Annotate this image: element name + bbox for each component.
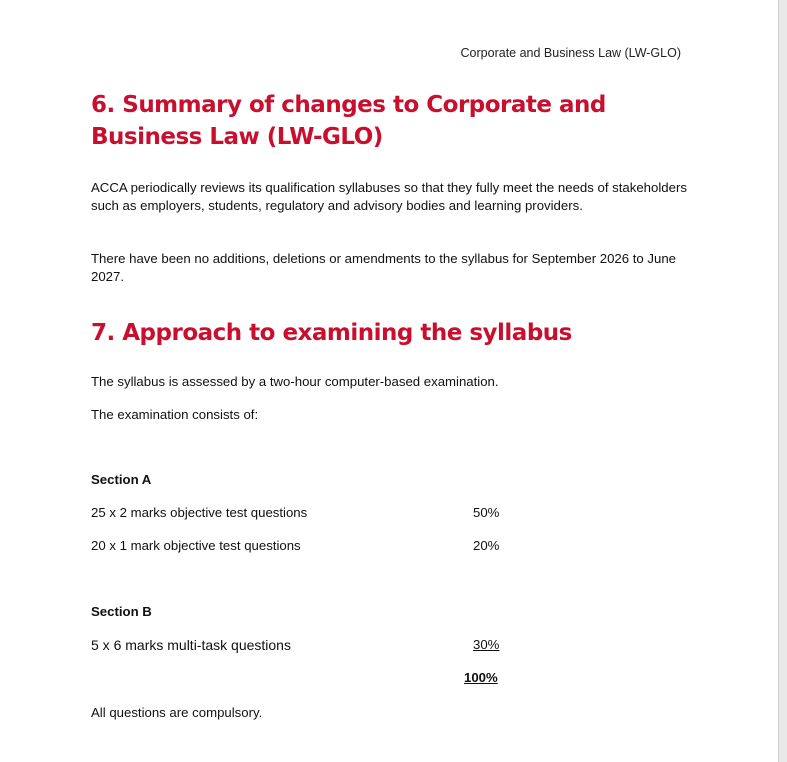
section-7-heading: 7. Approach to examining the syllabus (91, 320, 572, 346)
section-b-row-label: 5 x 6 marks multi-task questions (91, 637, 291, 653)
running-header: Corporate and Business Law (LW-GLO) (460, 46, 681, 60)
review-paragraph: ACCA periodically reviews its qualification syllabuses so that they fully meet the needs of stakeholders such as employers, students, regulatory and advisory bodies and learning providers. (91, 180, 687, 213)
compulsory-note: All questions are compulsory. (91, 705, 263, 720)
consists-of-text: The examination consists of: (91, 407, 259, 422)
assessment-intro: The syllabus is assessed by a two-hour computer-based examination. (91, 374, 499, 389)
no-changes-paragraph: There have been no additions, deletions or amendments to the syllabus for September 2026 to June 2027. (91, 251, 677, 284)
section-a-row-label: 25 x 2 marks objective test questions (91, 505, 308, 520)
section-a-row-value: 20% (473, 538, 500, 553)
section-b-title: Section B (91, 604, 152, 619)
section-a-row-value: 50% (473, 505, 500, 520)
viewer-scroll-edge (778, 0, 787, 762)
section-a-title: Section A (91, 472, 152, 487)
section-b-row-value: 30% (473, 637, 500, 652)
section-6-heading: 6. Summary of changes to Corporate and Business Law (LW-GLO) (91, 92, 606, 150)
total-percentage: 100% (464, 670, 498, 685)
section-a-row-label: 20 x 1 mark objective test questions (91, 538, 301, 553)
